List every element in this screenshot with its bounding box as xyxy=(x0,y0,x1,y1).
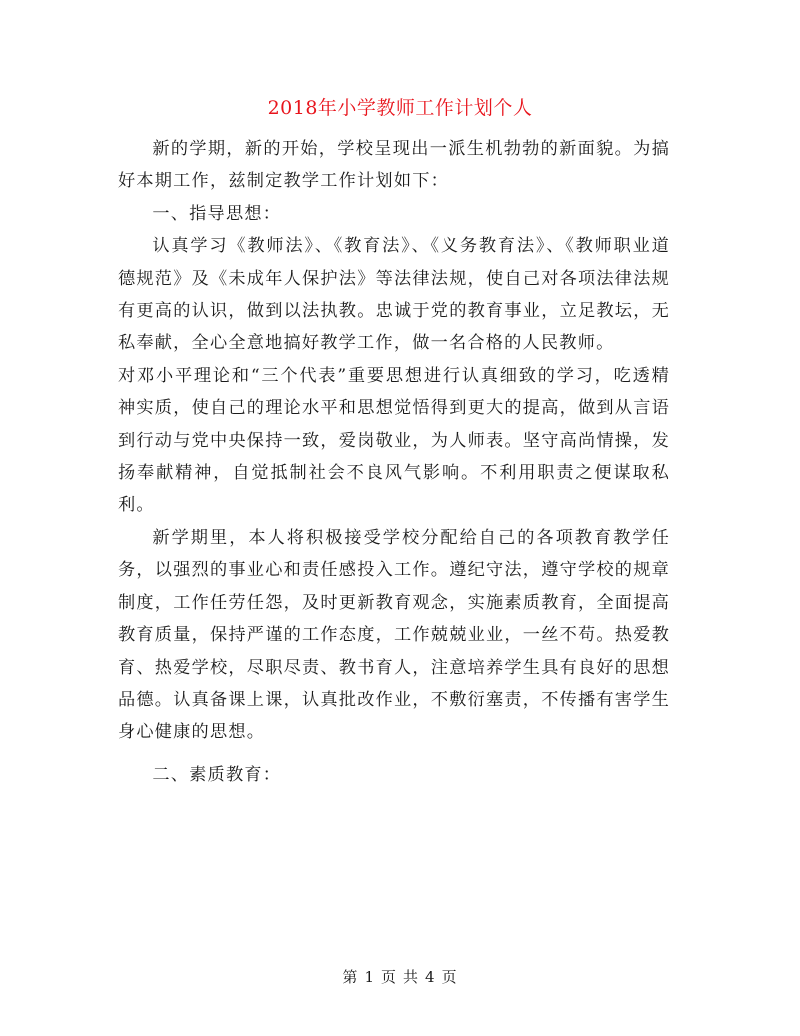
footer-total-word: 共 xyxy=(403,968,420,986)
footer-suffix: 页 xyxy=(441,968,458,986)
footer-total-pages: 4 xyxy=(425,968,436,986)
footer-page-word: 页 xyxy=(380,968,397,986)
document-body xyxy=(118,133,670,791)
paragraph-new-term: 新学期里，本人将积极接受学校分配给自己的各项教育教学任务，以强烈的事业心和责任感投入工作。遵纪守法，遵守学校的规章制度，工作任劳任怨，及时更新教育观念，实施素质教育，全面提高教育质量，保持严谨的工作态度，工作兢兢业业，一丝不苟。热爱教育、热爱学校，尽职尽责、教书育人，注意培养学生具有良好的思想品德。认真备课上课，认真批改作业，不敷衍塞责，不传播有害学生身心健康的思想。 xyxy=(118,527,670,743)
paragraph-laws: 认真学习《教师法》、《教育法》、《义务教育法》、《教师职业道德规范》及《未成年人保护法》等法律法规，使自己对各项法律法规有更高的认识，做到以法执教。忠诚于党的教育事业，立足教坛，无私奉献，全心全意地搞好教学工作，做一名合格的人民教师。 xyxy=(118,236,670,354)
heading-quality-education: 二、素质教育： xyxy=(152,764,282,785)
heading-guiding-thought: 一、指导思想： xyxy=(152,203,282,224)
footer-prefix: 第 xyxy=(342,968,359,986)
document-title: 2018年小学教师工作计划个人 xyxy=(267,97,533,119)
page-footer xyxy=(0,966,800,987)
paragraph-intro: 新的学期，新的开始，学校呈现出一派生机勃勃的新面貌。为搞好本期工作，兹制定教学工作计划如下： xyxy=(118,139,670,192)
footer-current-page: 1 xyxy=(364,968,375,986)
paragraph-theory: 对邓小平理论和“三个代表”重要思想进行认真细致的学习，吃透精神实质，使自己的理论水平和思想觉悟得到更大的提高，做到从言语到行动与党中央保持一致，爱岗敬业，为人师表。坚守高尚情操，发扬奉献精神，自觉抵制社会不良风气影响。不利用职责之便谋取私利。 xyxy=(118,365,670,516)
